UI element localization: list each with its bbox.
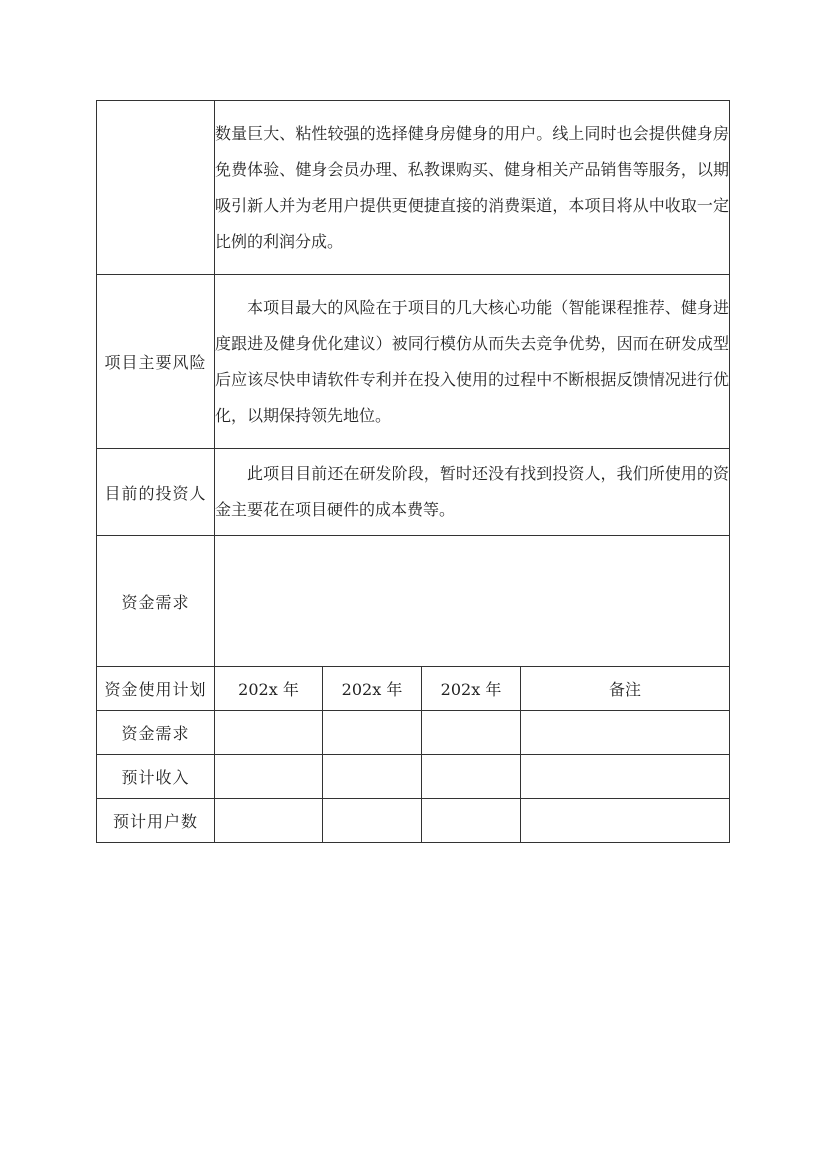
- plan-cell: [521, 799, 730, 843]
- plan-row-users: [97, 799, 730, 843]
- plan-header-label: 资金使用计划: [97, 667, 215, 711]
- investor-text: [215, 449, 730, 536]
- plan-cell: [422, 755, 521, 799]
- plan-cell: [323, 755, 422, 799]
- plan-row-revenue: [97, 755, 730, 799]
- plan-cell: [215, 799, 323, 843]
- plan-header-year-3: 202x 年: [422, 667, 521, 711]
- plan-header-year-1: 202x 年: [215, 667, 323, 711]
- plan-cell: [215, 755, 323, 799]
- continuation-label-cell: [97, 101, 215, 275]
- risk-text: [215, 275, 730, 449]
- risk-paragraph: 本项目最大的风险在于项目的几大核心功能（智能课程推荐、健身进度跟进及健身优化建议）被同行模仿从而失去竞争优势，因而在研发成型后应该尽快申请软件专利并在投入使用的过程中不断根据反馈情况进行优化，以期保持领先地位。: [215, 297, 730, 425]
- business-model-text: [215, 101, 730, 275]
- plan-row-funding: [97, 711, 730, 755]
- risk-label: 项目主要风险: [97, 275, 215, 449]
- investor-row: [97, 449, 730, 536]
- plan-header-row: [97, 667, 730, 711]
- plan-cell: [323, 799, 422, 843]
- plan-cell: [521, 711, 730, 755]
- business-model-paragraph: 数量巨大、粘性较强的选择健身房健身的用户。线上同时也会提供健身房免费体验、健身会员办理、私教课购买、健身相关产品销售等服务，以期吸引新人并为老用户提供更便捷直接的消费渠道，本项目将从中收取一定比例的利润分成。: [215, 123, 730, 251]
- funding-label: 资金需求: [97, 536, 215, 667]
- funding-text: [215, 536, 730, 667]
- plan-cell: [422, 799, 521, 843]
- funding-row: [97, 536, 730, 667]
- project-info-table: [96, 100, 730, 843]
- plan-cell: [521, 755, 730, 799]
- plan-header-notes: 备注: [521, 667, 730, 711]
- plan-row-label: 预计收入: [97, 755, 215, 799]
- plan-cell: [323, 711, 422, 755]
- plan-row-label: 资金需求: [97, 711, 215, 755]
- plan-row-label: 预计用户数: [97, 799, 215, 843]
- continuation-row: [97, 101, 730, 275]
- investor-paragraph: 此项目目前还在研发阶段，暂时还没有找到投资人，我们所使用的资金主要花在项目硬件的成本费等。: [215, 464, 730, 519]
- risk-row: [97, 275, 730, 449]
- investor-label: 目前的投资人: [97, 449, 215, 536]
- plan-cell: [215, 711, 323, 755]
- plan-header-year-2: 202x 年: [323, 667, 422, 711]
- plan-cell: [422, 711, 521, 755]
